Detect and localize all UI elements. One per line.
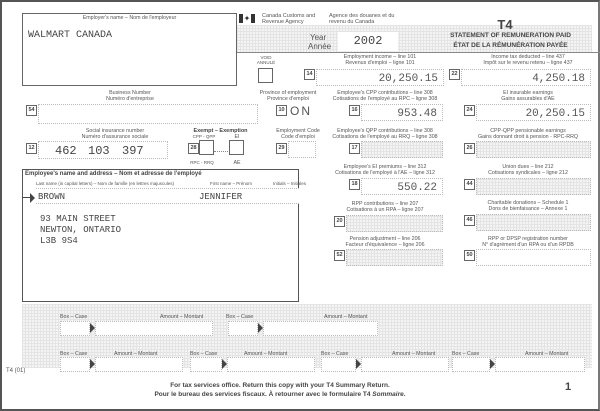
first-name-label: First name – Prénom bbox=[210, 181, 253, 186]
row1-box-field-2[interactable] bbox=[228, 321, 258, 336]
exempt-ae-label: AE bbox=[233, 160, 241, 166]
box17-label-en: Employee's QPP contributions – line 308 bbox=[337, 128, 433, 134]
box24-value: 20,250.15 bbox=[525, 108, 585, 120]
box14-label-fr: Revenus d'emploi – ligne 101 bbox=[345, 60, 415, 66]
row2-amount-field-4[interactable] bbox=[495, 357, 585, 372]
form-title-en: STATEMENT OF REMUNERATION PAID bbox=[450, 32, 571, 39]
box17-label-fr: Cotisations de l'employé au RRQ – ligne 308 bbox=[332, 134, 438, 140]
box44-label-en: Union dues – line 212 bbox=[502, 164, 554, 170]
row1-amount-field-2[interactable] bbox=[263, 321, 378, 336]
row2-amount-field-1[interactable] bbox=[95, 357, 183, 372]
box18-label-fr: Cotisations de l'employé à l'AE – ligne 312 bbox=[335, 170, 435, 176]
box26-label-fr: Gains donnant droit à pension - RPC-RRQ bbox=[477, 134, 579, 140]
employee-last-name: BROWN bbox=[38, 192, 66, 202]
row2-box-label-3: Box – Case bbox=[321, 351, 349, 357]
box46-label-fr: Dons de bienfaisance – Annexe 1 bbox=[488, 206, 568, 212]
box22-label-fr: Impôt sur le revenu retenu – ligne 437 bbox=[483, 60, 573, 66]
business-number-label-en: Business Number bbox=[109, 90, 151, 96]
year-label-fr: Année bbox=[308, 42, 332, 51]
box46-field[interactable] bbox=[476, 214, 591, 231]
employee-first-name: JENNIFER bbox=[199, 192, 243, 202]
row1-amount-label-2: Amount – Montant bbox=[324, 314, 368, 320]
exempt-ei-checkbox[interactable] bbox=[229, 140, 244, 155]
form-version: T4 (01) bbox=[6, 368, 26, 374]
footer-fr bbox=[90, 391, 470, 398]
copy-number: 1 bbox=[565, 381, 572, 393]
void-label-fr: ANNULÉ bbox=[256, 60, 276, 65]
employer-label: Employer's name – Nom de l'employeur bbox=[82, 15, 177, 21]
box18-number: 18 bbox=[349, 179, 360, 190]
row1-amount-label-1: Amount – Montant bbox=[160, 314, 204, 320]
form-name: T4 bbox=[497, 17, 513, 32]
employment-code-field[interactable] bbox=[288, 141, 316, 158]
sin-part2: 103 bbox=[88, 144, 110, 158]
box18-value: 550.22 bbox=[397, 182, 437, 194]
canada-flag-icon: ✦ bbox=[239, 14, 255, 23]
row2-amount-label-4: Amount – Montant bbox=[525, 351, 569, 357]
box26-field[interactable] bbox=[476, 141, 591, 158]
sin-label-fr: Numéro d'assurance sociale bbox=[81, 134, 149, 140]
box17-field[interactable] bbox=[361, 141, 443, 158]
row2-amount-label-1: Amount – Montant bbox=[114, 351, 158, 357]
exempt-ei-label: EI bbox=[234, 134, 240, 140]
box29-number: 29 bbox=[276, 143, 287, 154]
address-line-1[interactable]: 93 MAIN STREET bbox=[40, 214, 116, 224]
box44-number: 44 bbox=[464, 179, 475, 190]
box24-number: 24 bbox=[464, 105, 475, 116]
box50-label-en: RPP or DPSP registration number bbox=[488, 236, 568, 242]
last-name-label: Last name (in capital letters) – Nom de famille (en lettres majuscules) bbox=[36, 181, 175, 186]
box54-number: 54 bbox=[26, 105, 37, 116]
exempt-connector bbox=[214, 151, 228, 152]
header-divider bbox=[237, 52, 600, 53]
box16-label-en: Employee's CPP contributions – line 308 bbox=[337, 90, 433, 96]
box28-number: 28 bbox=[188, 143, 199, 154]
province-value: ON bbox=[290, 104, 312, 118]
employment-code-label-fr: Code d'emploi bbox=[281, 134, 315, 140]
box52-number: 52 bbox=[334, 250, 345, 261]
box16-value: 953.48 bbox=[397, 108, 437, 120]
agency-name-en: Canada Customs and Revenue Agency bbox=[262, 13, 316, 25]
address-line-3[interactable]: L3B 9S4 bbox=[40, 236, 78, 246]
row2-box-field-3[interactable] bbox=[321, 357, 356, 372]
row2-amount-field-2[interactable] bbox=[227, 357, 315, 372]
box52-label-fr: Facteur d'équivalence – ligne 206 bbox=[345, 242, 425, 248]
box14-number: 14 bbox=[304, 69, 315, 80]
initials-label: Initials – Initiales bbox=[273, 181, 307, 186]
box18-label-en: Employee's EI premiums – line 312 bbox=[343, 164, 427, 170]
exempt-label: Exempt – Exemption bbox=[193, 128, 248, 134]
sin-label-en: Social insurance number bbox=[85, 128, 145, 134]
province-label-en: Province of employment bbox=[259, 90, 317, 96]
employer-box bbox=[22, 13, 237, 86]
form-title-fr: ÉTAT DE LA RÉMUNÉRATION PAYÉE bbox=[453, 42, 568, 49]
employee-section-label: Employee's name and address – Nom et adresse de l'employé bbox=[25, 171, 202, 177]
employer-name[interactable]: WALMART CANADA bbox=[28, 30, 113, 41]
box16-label-fr: Cotisations de l'employé au RPC – ligne 308 bbox=[332, 96, 438, 102]
business-number-field[interactable] bbox=[38, 104, 258, 124]
box14-value: 20,250.15 bbox=[378, 73, 438, 85]
row2-box-field-2[interactable] bbox=[190, 357, 222, 372]
box20-label-en: RPP contributions – line 207 bbox=[351, 201, 419, 207]
row2-box-field-4[interactable] bbox=[452, 357, 490, 372]
exempt-cpp-label: CPP - QPP bbox=[192, 134, 216, 139]
box52-field[interactable] bbox=[346, 249, 443, 266]
arrow-stem bbox=[22, 197, 31, 198]
arrow-icon bbox=[30, 193, 35, 203]
sin-part3: 397 bbox=[122, 144, 144, 158]
box20-number: 20 bbox=[334, 216, 345, 227]
void-checkbox[interactable] bbox=[258, 68, 273, 83]
box16-number: 16 bbox=[349, 105, 360, 116]
box50-label-fr: N° d'agrément d'un RPA ou d'un RPDB bbox=[482, 242, 574, 248]
box22-label-en: Income tax deducted – line 437 bbox=[491, 54, 565, 60]
box46-label-en: Charitable donations – Schedule 1 bbox=[487, 200, 569, 206]
box46-number: 46 bbox=[464, 215, 475, 226]
box12-number: 12 bbox=[26, 143, 37, 154]
box10-number: 10 bbox=[276, 105, 287, 116]
exempt-rpc-label: RPC - RRQ bbox=[190, 160, 214, 165]
box50-number: 50 bbox=[464, 250, 475, 261]
box22-value: 4,250.18 bbox=[532, 73, 585, 85]
row1-amount-field-1[interactable] bbox=[95, 321, 213, 336]
employment-code-label-en: Employment Code bbox=[276, 128, 320, 134]
box17-number: 17 bbox=[349, 143, 360, 154]
footer-fr-end: . bbox=[403, 391, 406, 398]
exempt-cpp-checkbox[interactable] bbox=[199, 140, 214, 155]
year-value[interactable]: 2002 bbox=[338, 32, 398, 51]
row2-box-label-2: Box – Case bbox=[190, 351, 218, 357]
row1-box-field-1[interactable] bbox=[60, 321, 90, 336]
box52-label-en: Pension adjustment – line 206 bbox=[349, 236, 421, 242]
business-number-label-fr: Numéro d'entreprise bbox=[106, 96, 154, 102]
year-label-en: Year bbox=[310, 33, 327, 42]
address-line-2[interactable]: NEWTON, ONTARIO bbox=[40, 225, 122, 235]
row1-box-label-2: Box – Case bbox=[226, 314, 254, 320]
box14-label-en: Employment income – line 101 bbox=[343, 54, 417, 60]
row1-box-label-1: Box – Case bbox=[60, 314, 88, 320]
row2-amount-field-3[interactable] bbox=[361, 357, 449, 372]
employee-name-field[interactable] bbox=[36, 188, 299, 204]
agency-name-fr: Agence des douanes et du revenu du Canada bbox=[329, 13, 395, 25]
row2-box-field-1[interactable] bbox=[60, 357, 90, 372]
box44-field[interactable] bbox=[476, 178, 591, 195]
sin-part1: 462 bbox=[55, 144, 77, 158]
box26-label-en: CPP-QPP pensionable earnings bbox=[490, 128, 566, 134]
footer-fr-text: Pour le bureau des services fiscaux. À retourner avec le formulaire T4 bbox=[154, 391, 373, 398]
footer-fr-sommaire: Sommaire bbox=[372, 391, 404, 398]
box24-label-en: EI insurable earnings bbox=[503, 90, 553, 96]
box44-label-fr: Cotisations syndicales – ligne 212 bbox=[488, 170, 568, 176]
box20-field[interactable] bbox=[346, 215, 443, 232]
box24-label-fr: Gains assurables d'AE bbox=[501, 96, 555, 102]
row2-box-label-4: Box – Case bbox=[452, 351, 480, 357]
box50-field[interactable] bbox=[476, 249, 591, 266]
box26-number: 26 bbox=[464, 143, 475, 154]
box22-number: 22 bbox=[449, 69, 460, 80]
void-label-en: VOID bbox=[260, 55, 272, 60]
box20-label-fr: Cotisations à un RPA – ligne 207 bbox=[346, 207, 424, 213]
row2-box-label-1: Box – Case bbox=[60, 351, 88, 357]
footer-en: For tax services office. Return this copy with your T4 Summary Return. bbox=[170, 382, 390, 389]
row2-amount-label-2: Amount – Montant bbox=[244, 351, 288, 357]
province-label-fr: Province d'emploi bbox=[267, 96, 309, 102]
row2-amount-label-3: Amount – Montant bbox=[392, 351, 436, 357]
